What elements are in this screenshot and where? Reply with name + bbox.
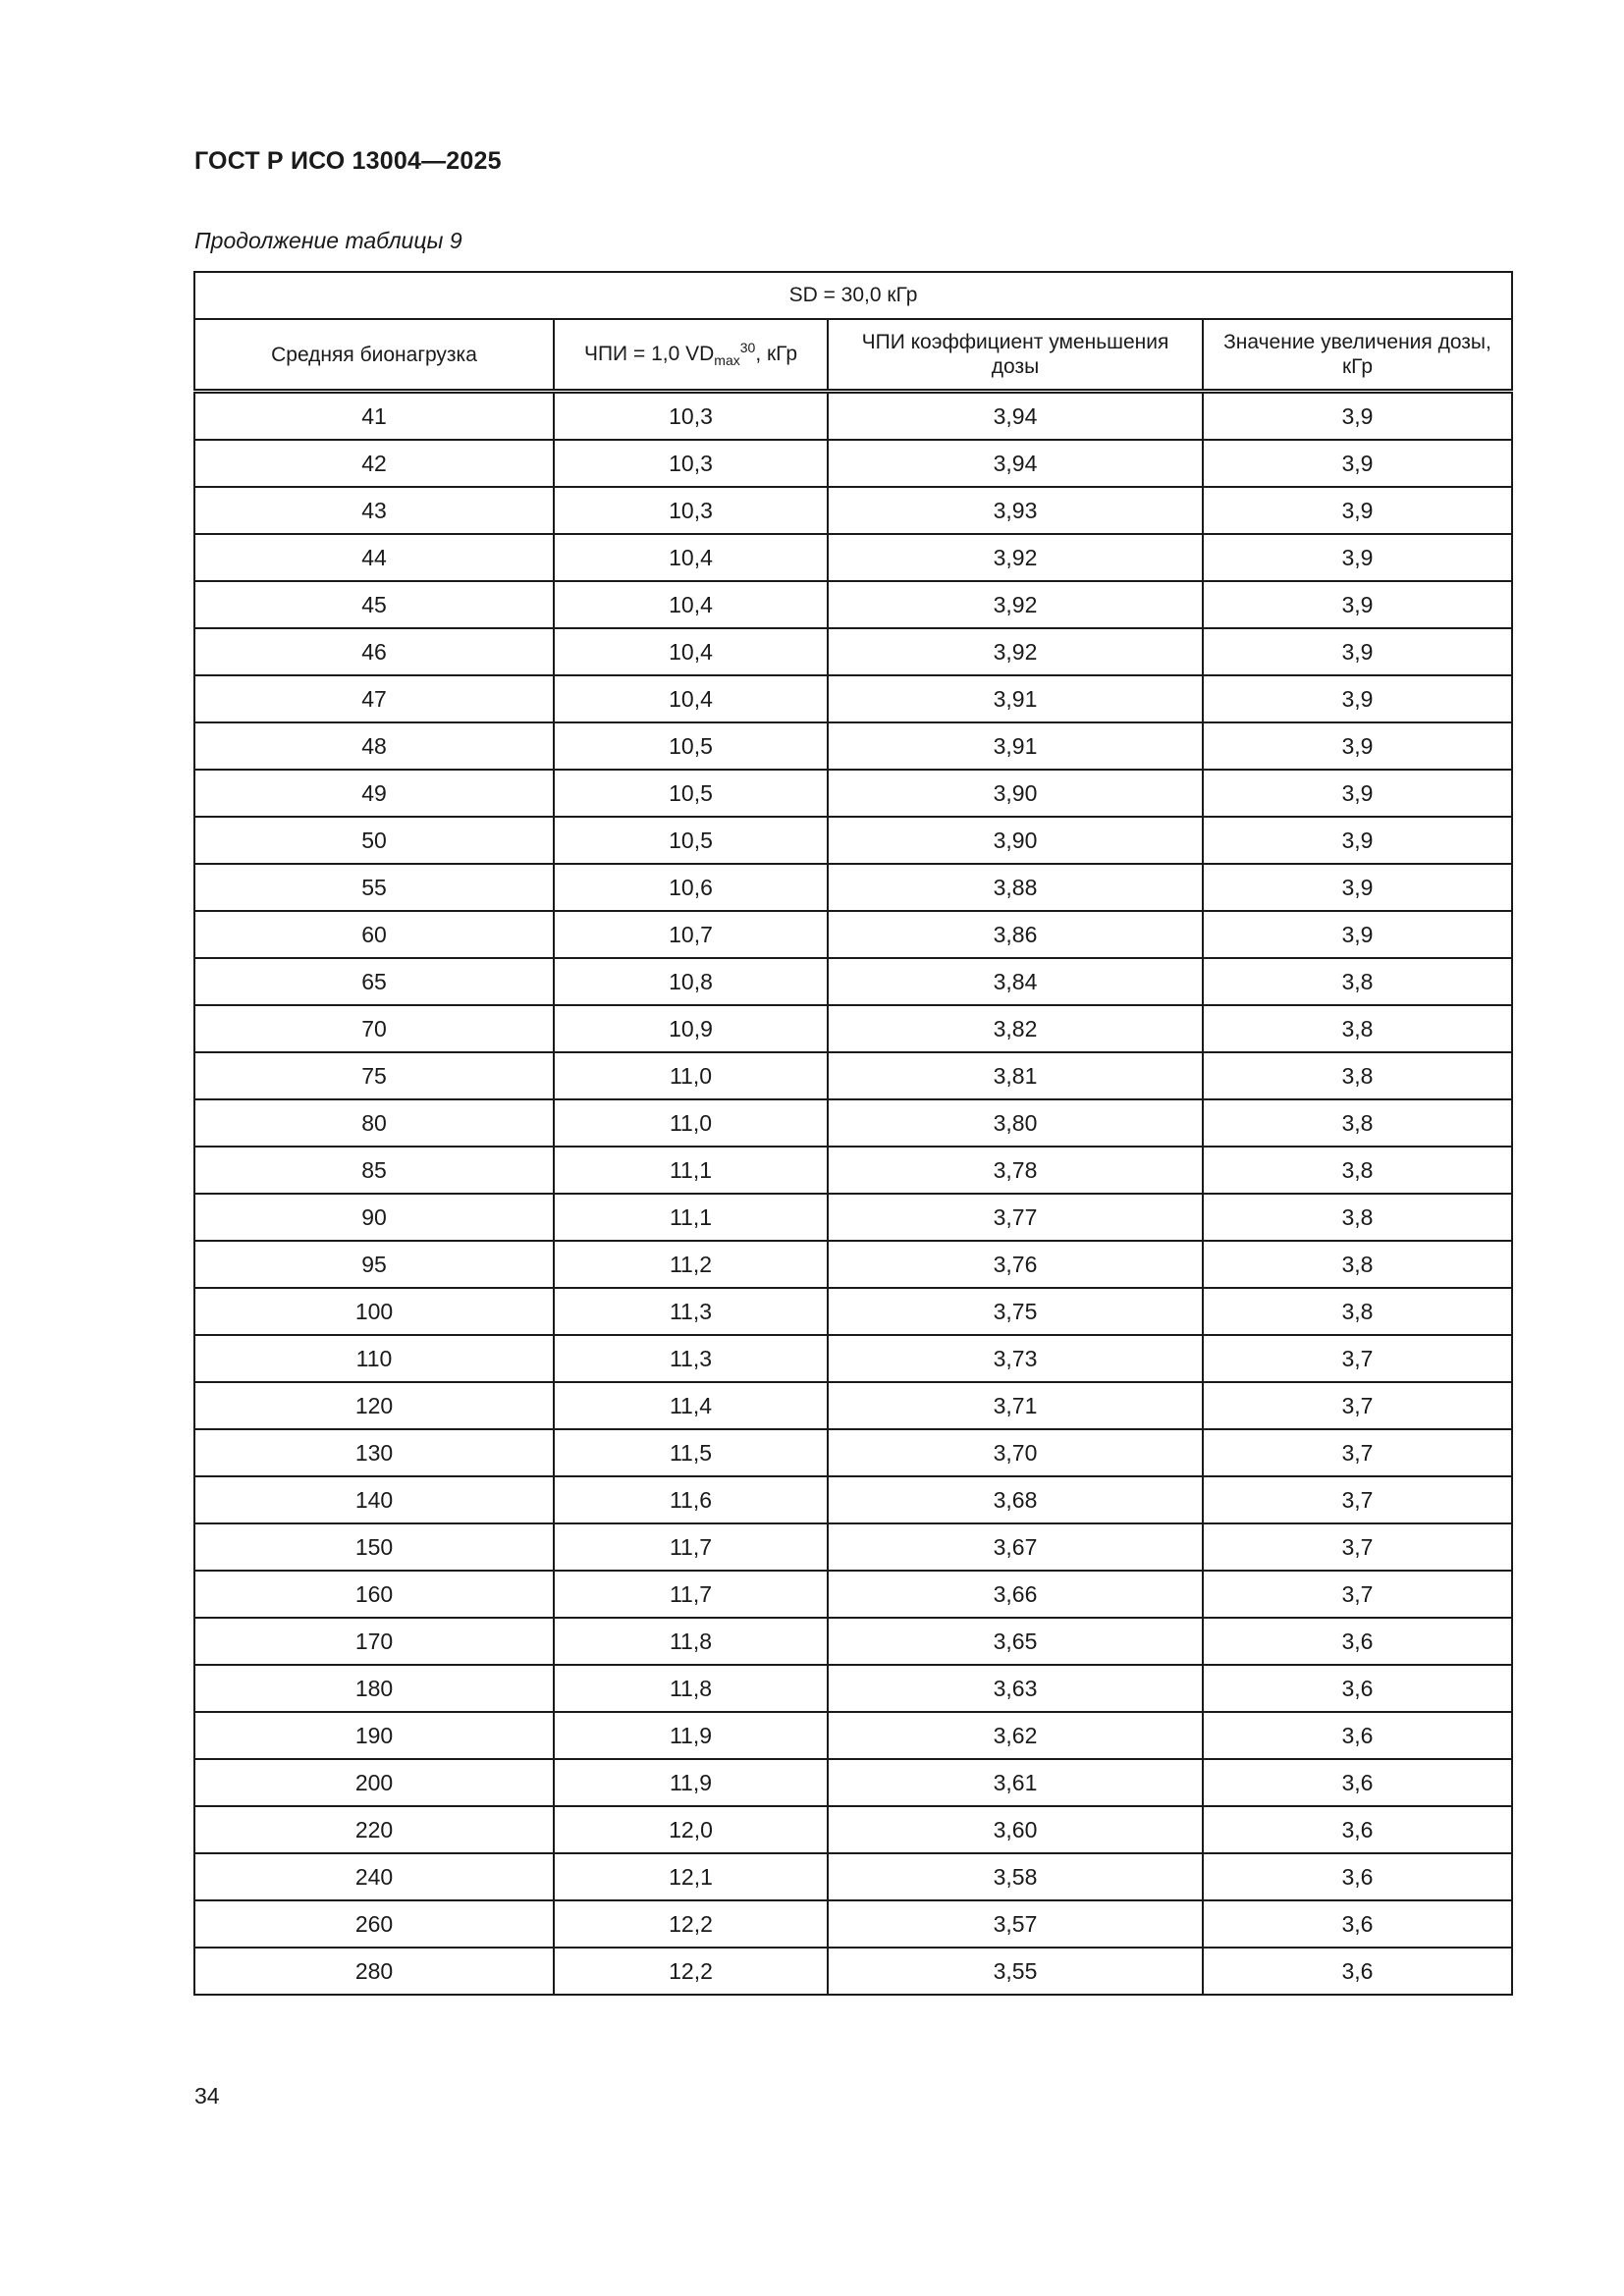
- cell-bioburden: 140: [194, 1476, 554, 1523]
- cell-sal-dose: 10,9: [554, 1005, 828, 1052]
- cell-dose-reduction-factor: 3,82: [828, 1005, 1203, 1052]
- table-row: [194, 392, 1512, 441]
- table-row: [194, 1806, 1512, 1853]
- cell-dose-increment: 3,9: [1203, 581, 1512, 628]
- cell-bioburden: 180: [194, 1665, 554, 1712]
- cell-dose-reduction-factor: 3,62: [828, 1712, 1203, 1759]
- cell-dose-reduction-factor: 3,71: [828, 1382, 1203, 1429]
- cell-dose-increment: 3,9: [1203, 392, 1512, 441]
- cell-sal-dose: 10,8: [554, 958, 828, 1005]
- cell-dose-increment: 3,9: [1203, 534, 1512, 581]
- cell-dose-increment: 3,6: [1203, 1948, 1512, 1995]
- cell-dose-reduction-factor: 3,68: [828, 1476, 1203, 1523]
- cell-dose-increment: 3,8: [1203, 1099, 1512, 1147]
- cell-sal-dose: 11,0: [554, 1052, 828, 1099]
- cell-sal-dose: 12,2: [554, 1948, 828, 1995]
- cell-bioburden: 50: [194, 817, 554, 864]
- column-header-sal-sub: max: [714, 352, 740, 369]
- cell-bioburden: 100: [194, 1288, 554, 1335]
- table-row: [194, 1712, 1512, 1759]
- table-row: [194, 1900, 1512, 1948]
- cell-dose-reduction-factor: 3,61: [828, 1759, 1203, 1806]
- table-row: [194, 1147, 1512, 1194]
- cell-sal-dose: 11,9: [554, 1712, 828, 1759]
- cell-dose-increment: 3,6: [1203, 1618, 1512, 1665]
- cell-dose-reduction-factor: 3,70: [828, 1429, 1203, 1476]
- cell-dose-reduction-factor: 3,76: [828, 1241, 1203, 1288]
- cell-sal-dose: 10,4: [554, 628, 828, 675]
- cell-dose-reduction-factor: 3,58: [828, 1853, 1203, 1900]
- data-table: [193, 271, 1513, 1996]
- document-header: ГОСТ Р ИСО 13004—2025: [194, 147, 502, 175]
- cell-bioburden: 170: [194, 1618, 554, 1665]
- cell-sal-dose: 10,6: [554, 864, 828, 911]
- cell-dose-increment: 3,6: [1203, 1759, 1512, 1806]
- cell-dose-reduction-factor: 3,73: [828, 1335, 1203, 1382]
- column-header-sal-suffix: , кГр: [755, 342, 798, 365]
- cell-bioburden: 55: [194, 864, 554, 911]
- cell-sal-dose: 10,5: [554, 817, 828, 864]
- cell-dose-reduction-factor: 3,77: [828, 1194, 1203, 1241]
- sd-row: [194, 272, 1512, 319]
- cell-sal-dose: 11,6: [554, 1476, 828, 1523]
- cell-dose-reduction-factor: 3,90: [828, 817, 1203, 864]
- cell-bioburden: 95: [194, 1241, 554, 1288]
- table-row: [194, 1099, 1512, 1147]
- cell-dose-increment: 3,6: [1203, 1665, 1512, 1712]
- cell-bioburden: 240: [194, 1853, 554, 1900]
- cell-dose-reduction-factor: 3,57: [828, 1900, 1203, 1948]
- table-row: [194, 958, 1512, 1005]
- cell-dose-reduction-factor: 3,81: [828, 1052, 1203, 1099]
- cell-dose-increment: 3,7: [1203, 1476, 1512, 1523]
- cell-dose-reduction-factor: 3,75: [828, 1288, 1203, 1335]
- cell-dose-reduction-factor: 3,88: [828, 864, 1203, 911]
- cell-sal-dose: 11,7: [554, 1523, 828, 1571]
- cell-sal-dose: 11,1: [554, 1147, 828, 1194]
- cell-dose-reduction-factor: 3,94: [828, 440, 1203, 487]
- cell-sal-dose: 11,9: [554, 1759, 828, 1806]
- table-row: [194, 1241, 1512, 1288]
- table-row: [194, 1429, 1512, 1476]
- table-row: [194, 675, 1512, 722]
- cell-bioburden: 48: [194, 722, 554, 770]
- cell-sal-dose: 11,7: [554, 1571, 828, 1618]
- cell-sal-dose: 10,3: [554, 487, 828, 534]
- cell-bioburden: 45: [194, 581, 554, 628]
- cell-dose-reduction-factor: 3,78: [828, 1147, 1203, 1194]
- table-row: [194, 770, 1512, 817]
- cell-bioburden: 60: [194, 911, 554, 958]
- table-row: [194, 1618, 1512, 1665]
- cell-sal-dose: 10,3: [554, 392, 828, 441]
- cell-sal-dose: 12,1: [554, 1853, 828, 1900]
- column-header-dose-increment: Значение увеличения дозы, кГр: [1203, 319, 1512, 392]
- cell-dose-increment: 3,9: [1203, 628, 1512, 675]
- cell-dose-reduction-factor: 3,66: [828, 1571, 1203, 1618]
- table-row: [194, 864, 1512, 911]
- cell-sal-dose: 10,4: [554, 675, 828, 722]
- column-header-dose-reduction-factor: ЧПИ коэффициент уменьшения дозы: [828, 319, 1203, 392]
- cell-dose-reduction-factor: 3,92: [828, 581, 1203, 628]
- cell-sal-dose: 10,3: [554, 440, 828, 487]
- cell-bioburden: 150: [194, 1523, 554, 1571]
- cell-dose-reduction-factor: 3,84: [828, 958, 1203, 1005]
- cell-dose-increment: 3,6: [1203, 1806, 1512, 1853]
- column-header-sal-prefix: ЧПИ = 1,0 VD: [583, 342, 715, 365]
- table-row: [194, 1335, 1512, 1382]
- table-row: [194, 1476, 1512, 1523]
- cell-sal-dose: 11,4: [554, 1382, 828, 1429]
- cell-bioburden: 80: [194, 1099, 554, 1147]
- cell-dose-increment: 3,9: [1203, 817, 1512, 864]
- cell-bioburden: 260: [194, 1900, 554, 1948]
- cell-bioburden: 85: [194, 1147, 554, 1194]
- cell-dose-reduction-factor: 3,90: [828, 770, 1203, 817]
- sd-header-cell: SD = 30,0 кГр: [194, 272, 1512, 319]
- table-body: [194, 392, 1512, 1996]
- table-row: [194, 1853, 1512, 1900]
- cell-dose-increment: 3,7: [1203, 1429, 1512, 1476]
- cell-bioburden: 110: [194, 1335, 554, 1382]
- cell-dose-increment: 3,7: [1203, 1571, 1512, 1618]
- cell-sal-dose: 11,1: [554, 1194, 828, 1241]
- cell-sal-dose: 12,0: [554, 1806, 828, 1853]
- page-number: 34: [194, 2083, 220, 2109]
- cell-dose-increment: 3,8: [1203, 1288, 1512, 1335]
- cell-bioburden: 44: [194, 534, 554, 581]
- cell-bioburden: 190: [194, 1712, 554, 1759]
- cell-bioburden: 280: [194, 1948, 554, 1995]
- cell-sal-dose: 10,7: [554, 911, 828, 958]
- cell-sal-dose: 11,2: [554, 1241, 828, 1288]
- table-row: [194, 440, 1512, 487]
- cell-dose-increment: 3,7: [1203, 1523, 1512, 1571]
- table-row: [194, 487, 1512, 534]
- cell-dose-increment: 3,6: [1203, 1712, 1512, 1759]
- cell-bioburden: 75: [194, 1052, 554, 1099]
- cell-bioburden: 90: [194, 1194, 554, 1241]
- table-row: [194, 1382, 1512, 1429]
- cell-bioburden: 120: [194, 1382, 554, 1429]
- cell-dose-increment: 3,9: [1203, 911, 1512, 958]
- cell-dose-reduction-factor: 3,55: [828, 1948, 1203, 1995]
- table-row: [194, 911, 1512, 958]
- cell-bioburden: 200: [194, 1759, 554, 1806]
- cell-dose-reduction-factor: 3,65: [828, 1618, 1203, 1665]
- table-row: [194, 1288, 1512, 1335]
- table-caption: Продолжение таблицы 9: [194, 228, 462, 253]
- cell-dose-reduction-factor: 3,92: [828, 534, 1203, 581]
- cell-sal-dose: 11,8: [554, 1665, 828, 1712]
- cell-bioburden: 65: [194, 958, 554, 1005]
- cell-sal-dose: 11,0: [554, 1099, 828, 1147]
- cell-dose-increment: 3,6: [1203, 1853, 1512, 1900]
- cell-dose-increment: 3,9: [1203, 675, 1512, 722]
- table-head: [194, 272, 1512, 392]
- cell-bioburden: 47: [194, 675, 554, 722]
- cell-dose-reduction-factor: 3,94: [828, 392, 1203, 441]
- table-row: [194, 817, 1512, 864]
- table-row: [194, 1523, 1512, 1571]
- cell-sal-dose: 11,8: [554, 1618, 828, 1665]
- cell-dose-increment: 3,8: [1203, 958, 1512, 1005]
- column-header-sal: [554, 319, 828, 392]
- cell-bioburden: 130: [194, 1429, 554, 1476]
- table-row: [194, 534, 1512, 581]
- cell-sal-dose: 11,5: [554, 1429, 828, 1476]
- column-header-row: [194, 319, 1512, 392]
- table-row: [194, 1948, 1512, 1995]
- cell-dose-reduction-factor: 3,93: [828, 487, 1203, 534]
- cell-dose-increment: 3,7: [1203, 1382, 1512, 1429]
- cell-dose-increment: 3,8: [1203, 1241, 1512, 1288]
- cell-dose-increment: 3,6: [1203, 1900, 1512, 1948]
- table-row: [194, 1052, 1512, 1099]
- cell-dose-increment: 3,9: [1203, 440, 1512, 487]
- cell-dose-reduction-factor: 3,67: [828, 1523, 1203, 1571]
- table-row: [194, 1571, 1512, 1618]
- cell-dose-increment: 3,9: [1203, 864, 1512, 911]
- cell-sal-dose: 12,2: [554, 1900, 828, 1948]
- table-row: [194, 1005, 1512, 1052]
- cell-dose-increment: 3,9: [1203, 722, 1512, 770]
- cell-bioburden: 42: [194, 440, 554, 487]
- column-header-sal-sup: 30: [739, 339, 756, 355]
- cell-bioburden: 43: [194, 487, 554, 534]
- cell-dose-increment: 3,8: [1203, 1052, 1512, 1099]
- cell-sal-dose: 10,4: [554, 534, 828, 581]
- cell-dose-increment: 3,8: [1203, 1147, 1512, 1194]
- table-row: [194, 1665, 1512, 1712]
- table-row: [194, 581, 1512, 628]
- cell-bioburden: 46: [194, 628, 554, 675]
- cell-dose-increment: 3,9: [1203, 770, 1512, 817]
- cell-bioburden: 49: [194, 770, 554, 817]
- cell-dose-reduction-factor: 3,92: [828, 628, 1203, 675]
- cell-sal-dose: 10,5: [554, 722, 828, 770]
- table-row: [194, 1759, 1512, 1806]
- cell-sal-dose: 10,5: [554, 770, 828, 817]
- cell-dose-increment: 3,8: [1203, 1005, 1512, 1052]
- cell-bioburden: 220: [194, 1806, 554, 1853]
- table-row: [194, 722, 1512, 770]
- cell-sal-dose: 11,3: [554, 1335, 828, 1382]
- cell-bioburden: 41: [194, 392, 554, 441]
- cell-dose-reduction-factor: 3,60: [828, 1806, 1203, 1853]
- cell-dose-increment: 3,7: [1203, 1335, 1512, 1382]
- cell-dose-increment: 3,8: [1203, 1194, 1512, 1241]
- cell-bioburden: 70: [194, 1005, 554, 1052]
- cell-dose-reduction-factor: 3,91: [828, 722, 1203, 770]
- table-row: [194, 1194, 1512, 1241]
- cell-dose-reduction-factor: 3,91: [828, 675, 1203, 722]
- cell-sal-dose: 11,3: [554, 1288, 828, 1335]
- column-header-bioburden: Средняя бионагрузка: [194, 319, 554, 392]
- cell-bioburden: 160: [194, 1571, 554, 1618]
- cell-sal-dose: 10,4: [554, 581, 828, 628]
- table-row: [194, 628, 1512, 675]
- cell-dose-reduction-factor: 3,63: [828, 1665, 1203, 1712]
- cell-dose-reduction-factor: 3,80: [828, 1099, 1203, 1147]
- cell-dose-increment: 3,9: [1203, 487, 1512, 534]
- cell-dose-reduction-factor: 3,86: [828, 911, 1203, 958]
